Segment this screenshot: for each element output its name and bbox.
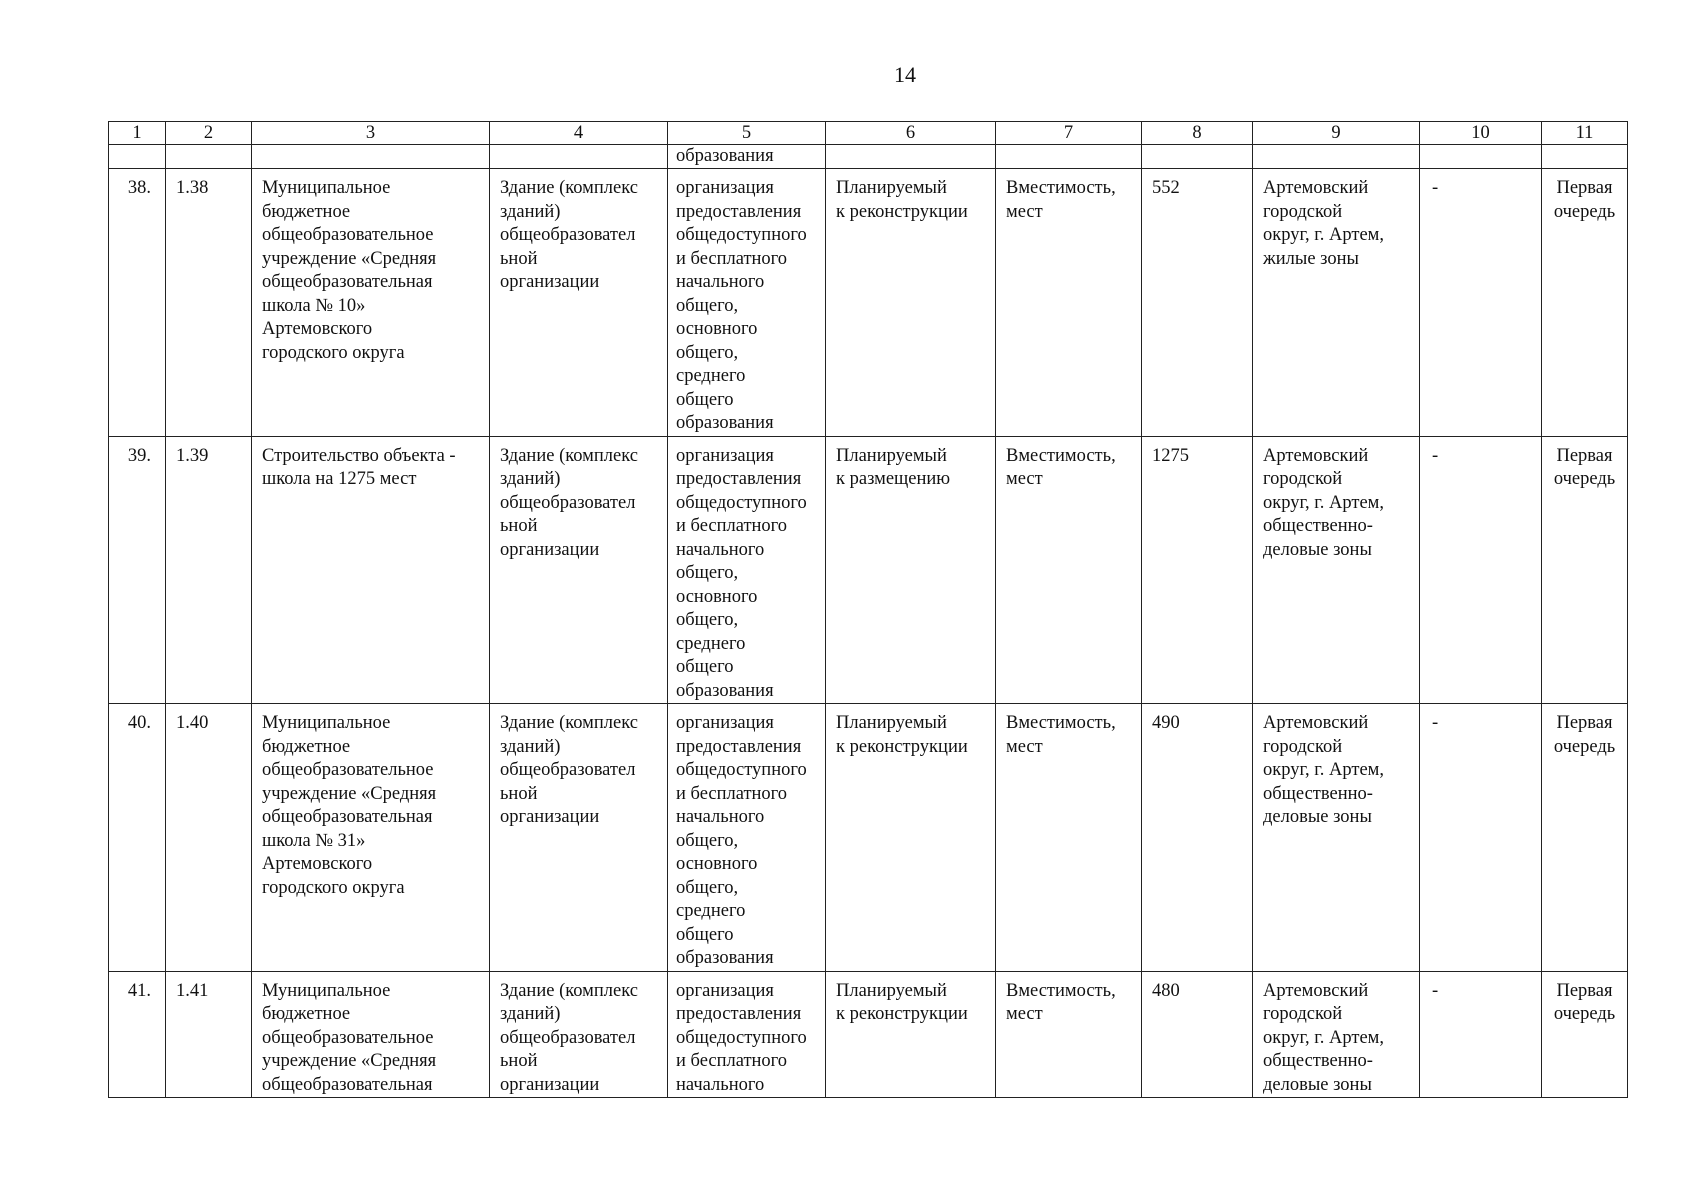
table-cell: [490, 145, 668, 169]
row-number: 40.: [109, 704, 166, 972]
table-row: [109, 436, 1628, 704]
column-number: 2: [166, 122, 252, 145]
object-name: Строительство объекта - школа на 1275 мест: [252, 436, 490, 704]
object-name: Муниципальное бюджетное общеобразовательное учреждение «Средняя общеобразовательная: [252, 971, 490, 1098]
item-code: 1.38: [166, 169, 252, 437]
implementation-stage: Первая очередь: [1542, 971, 1628, 1098]
object-name: Муниципальное бюджетное общеобразовательное учреждение «Средняя общеобразовательная школа № 31» Артемовского городского округа: [252, 704, 490, 972]
item-code: 1.41: [166, 971, 252, 1098]
parameter-name: Вместимость, мест: [996, 169, 1142, 437]
table-cell: [1253, 145, 1420, 169]
zone-info: -: [1420, 971, 1542, 1098]
table-cell: [109, 145, 166, 169]
column-number: 3: [252, 122, 490, 145]
column-number: 10: [1420, 122, 1542, 145]
parameter-name: Вместимость, мест: [996, 971, 1142, 1098]
parameter-value: 1275: [1142, 436, 1253, 704]
table-cell: образования: [668, 145, 826, 169]
object-type: Здание (комплекс зданий) общеобразовател ьной организации: [490, 436, 668, 704]
column-number: 11: [1542, 122, 1628, 145]
document-table: [108, 121, 1628, 1098]
parameter-name: Вместимость, мест: [996, 704, 1142, 972]
table-row: [109, 704, 1628, 972]
object-location: Артемовский городской округ, г. Артем, жилые зоны: [1253, 169, 1420, 437]
page-number: 14: [894, 62, 916, 87]
column-number: 8: [1142, 122, 1253, 145]
zone-info: -: [1420, 169, 1542, 437]
row-number: 41.: [109, 971, 166, 1098]
implementation-stage: Первая очередь: [1542, 436, 1628, 704]
object-status: Планируемый к реконструкции: [826, 971, 996, 1098]
column-number-row: [109, 122, 1628, 145]
object-status: Планируемый к размещению: [826, 436, 996, 704]
zone-info: -: [1420, 436, 1542, 704]
table-cell: [252, 145, 490, 169]
implementation-stage: Первая очередь: [1542, 169, 1628, 437]
object-type: Здание (комплекс зданий) общеобразовател ьной организации: [490, 971, 668, 1098]
object-purpose: организация предоставления общедоступного и бесплатного начального: [668, 971, 826, 1098]
column-number: 5: [668, 122, 826, 145]
column-number: 1: [109, 122, 166, 145]
object-location: Артемовский городской округ, г. Артем, общественно- деловые зоны: [1253, 436, 1420, 704]
table-cell: [826, 145, 996, 169]
column-number: 6: [826, 122, 996, 145]
object-type: Здание (комплекс зданий) общеобразовател ьной организации: [490, 169, 668, 437]
object-purpose: организация предоставления общедоступного и бесплатного начального общего, основного общего, среднего общего образования: [668, 436, 826, 704]
column-number: 7: [996, 122, 1142, 145]
implementation-stage: Первая очередь: [1542, 704, 1628, 972]
object-purpose: организация предоставления общедоступного и бесплатного начального общего, основного общего, среднего общего образования: [668, 704, 826, 972]
row-number: 38.: [109, 169, 166, 437]
zone-info: -: [1420, 704, 1542, 972]
table-cell: [1542, 145, 1628, 169]
object-name: Муниципальное бюджетное общеобразовательное учреждение «Средняя общеобразовательная школа № 10» Артемовского городского округа: [252, 169, 490, 437]
column-number: 9: [1253, 122, 1420, 145]
table-cell: [1420, 145, 1542, 169]
item-code: 1.40: [166, 704, 252, 972]
item-code: 1.39: [166, 436, 252, 704]
continuation-row: [109, 145, 1628, 169]
parameter-value: 480: [1142, 971, 1253, 1098]
parameter-value: 490: [1142, 704, 1253, 972]
object-location: Артемовский городской округ, г. Артем, общественно- деловые зоны: [1253, 704, 1420, 972]
table-cell: [166, 145, 252, 169]
table-cell: [996, 145, 1142, 169]
parameter-name: Вместимость, мест: [996, 436, 1142, 704]
table-row: [109, 971, 1628, 1098]
object-location: Артемовский городской округ, г. Артем, общественно- деловые зоны: [1253, 971, 1420, 1098]
row-number: 39.: [109, 436, 166, 704]
object-status: Планируемый к реконструкции: [826, 169, 996, 437]
parameter-value: 552: [1142, 169, 1253, 437]
table-cell: [1142, 145, 1253, 169]
object-status: Планируемый к реконструкции: [826, 704, 996, 972]
column-number: 4: [490, 122, 668, 145]
table-row: [109, 169, 1628, 437]
object-purpose: организация предоставления общедоступного и бесплатного начального общего, основного общего, среднего общего образования: [668, 169, 826, 437]
object-type: Здание (комплекс зданий) общеобразовател ьной организации: [490, 704, 668, 972]
